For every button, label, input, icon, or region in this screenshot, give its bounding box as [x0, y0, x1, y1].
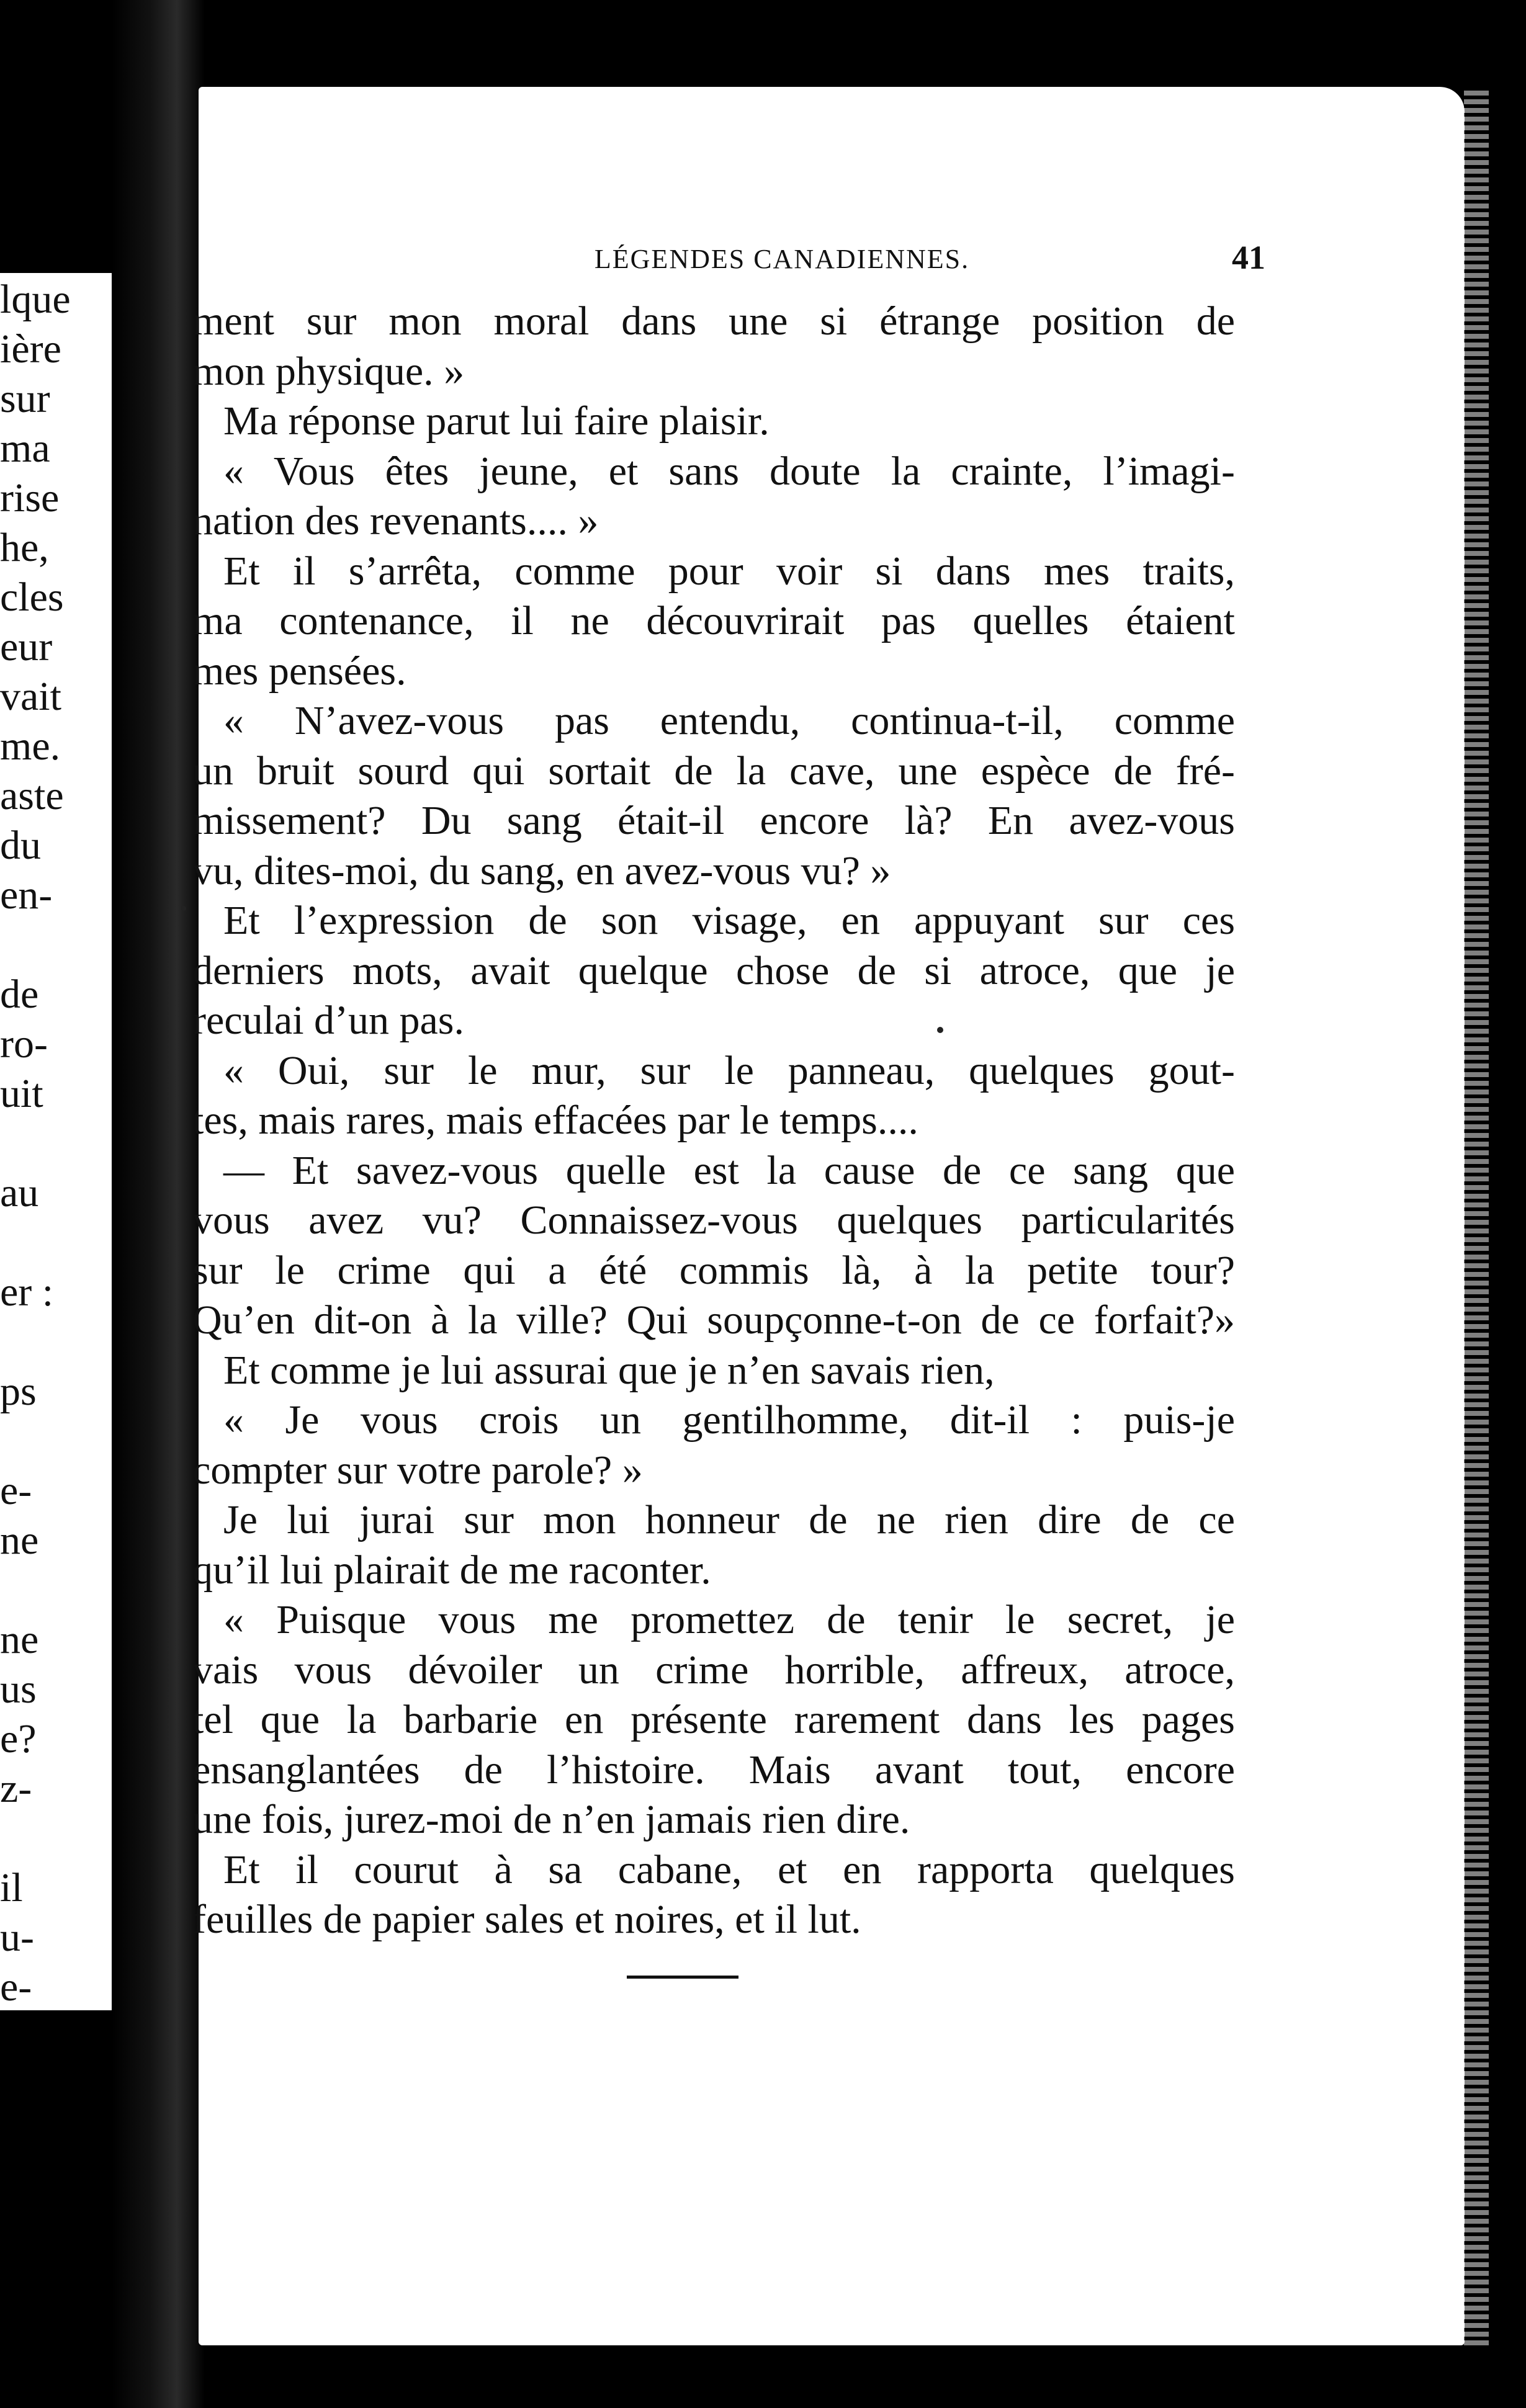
previous-page-line: eur — [0, 624, 53, 669]
previous-page-line: sur — [0, 376, 50, 421]
text-line: Et comme je lui assurai que je n’en savais rien, — [223, 1347, 995, 1393]
previous-page-line: ro- — [0, 1021, 48, 1067]
previous-page-line: rise — [0, 475, 60, 521]
previous-page-line: cles — [0, 575, 64, 620]
previous-page-line: vait — [0, 674, 61, 719]
page-edge — [1464, 87, 1489, 2345]
previous-page-line: er : — [0, 1269, 54, 1315]
previous-page-line: e- — [0, 1468, 32, 1513]
ink-speck — [181, 906, 186, 911]
text-line: compter sur votre parole? » — [192, 1447, 643, 1493]
previous-page-line: du — [0, 823, 41, 868]
previous-page-line: me. — [0, 723, 61, 769]
previous-page-line: us — [0, 1667, 37, 1712]
text-line: Ma réponse parut lui faire plaisir. — [223, 398, 770, 444]
text-line: vu, dites-moi, du sang, en avez-vous vu? » — [192, 848, 891, 893]
text-line: « N’avez-vous pas entendu, continua-t-il, comme — [223, 698, 1235, 743]
text-line: missement? Du sang était-il encore là? En avez-vous — [192, 798, 1235, 843]
text-line: nation des revenants.... » — [192, 498, 599, 544]
text-line: sur le crime qui a été commis là, à la petite tour? — [192, 1247, 1235, 1293]
text-line: « Je vous crois un gentilhomme, dit-il : puis-je — [223, 1397, 1235, 1443]
previous-page-line: ma — [0, 426, 50, 471]
text-line: « Puisque vous me promettez de tenir le secret, je — [223, 1597, 1235, 1642]
text-line: « Vous êtes jeune, et sans doute la crainte, l’imagi- — [223, 448, 1235, 494]
text-line: « Oui, sur le mur, sur le panneau, quelques gout- — [223, 1047, 1235, 1093]
text-line: ma contenance, il ne découvrirait pas quelles étaient — [192, 598, 1235, 643]
text-line: feuilles de papier sales et noires, et il lut. — [192, 1897, 861, 1942]
previous-page-line: uit — [0, 1071, 43, 1116]
text-line: vous avez vu? Connaissez-vous quelques particularités — [192, 1197, 1235, 1243]
previous-page-line: he, — [0, 525, 49, 570]
previous-page-line: u- — [0, 1915, 34, 1960]
previous-page-fragment — [0, 273, 112, 2010]
previous-page-line: ne — [0, 1617, 39, 1662]
page-number: 41 — [1232, 239, 1265, 276]
text-line: qu’il lui plairait de me raconter. — [192, 1547, 711, 1593]
text-line: mes pensées. — [192, 648, 406, 694]
text-line: Et l’expression de son visage, en appuyant sur ces — [223, 898, 1235, 943]
text-line: vais vous dévoiler un crime horrible, affreux, atroce, — [192, 1647, 1235, 1693]
previous-page-line: il — [0, 1865, 23, 1910]
section-rule — [627, 1976, 738, 1979]
text-line: une fois, jurez-moi de n’en jamais rien dire. — [192, 1797, 910, 1842]
text-line: ensanglantées de l’histoire. Mais avant tout, encore — [192, 1747, 1235, 1793]
previous-page-line: e? — [0, 1716, 37, 1761]
previous-page-line: ne — [0, 1518, 39, 1563]
previous-page-line: ière — [0, 326, 61, 372]
text-line: derniers mots, avait quelque chose de si atroce, que je — [192, 947, 1235, 993]
previous-page-line: e- — [0, 1964, 32, 2010]
previous-page-line: en- — [0, 872, 53, 918]
text-line: Je lui jurai sur mon honneur de ne rien dire de ce — [223, 1497, 1235, 1542]
text-line: Et il courut à sa cabane, et en rapporta quelques — [223, 1846, 1235, 1892]
text-line: un bruit sourd qui sortait de la cave, une espèce de fré- — [192, 748, 1235, 794]
text-line: Et il s’arrêta, comme pour voir si dans mes traits, — [223, 548, 1235, 594]
previous-page-line: aste — [0, 773, 64, 818]
text-line: Qu’en dit-on à la ville? Qui soupçonne-t-on de ce forfait?» — [192, 1297, 1235, 1343]
previous-page-line: de — [0, 972, 39, 1017]
previous-page-line: au — [0, 1170, 39, 1215]
body-text — [192, 297, 1235, 1945]
text-line: reculai d’un pas. — [192, 998, 464, 1043]
book-gutter — [112, 0, 205, 2408]
running-title: LÉGENDES CANADIENNES. — [594, 244, 970, 274]
text-line: ment sur mon moral dans une si étrange position de — [192, 298, 1235, 344]
text-line: tes, mais rares, mais effacées par le temps.... — [192, 1098, 918, 1143]
previous-page-line: ps — [0, 1369, 37, 1414]
previous-page-line: lque — [0, 277, 71, 322]
text-line: mon physique. » — [192, 348, 465, 394]
previous-page-line: z- — [0, 1766, 32, 1811]
text-line: — Et savez-vous quelle est la cause de ce sang que — [223, 1147, 1235, 1193]
ink-speck — [937, 1027, 943, 1033]
text-line: tel que la barbarie en présente rarement dans les pages — [192, 1697, 1235, 1742]
